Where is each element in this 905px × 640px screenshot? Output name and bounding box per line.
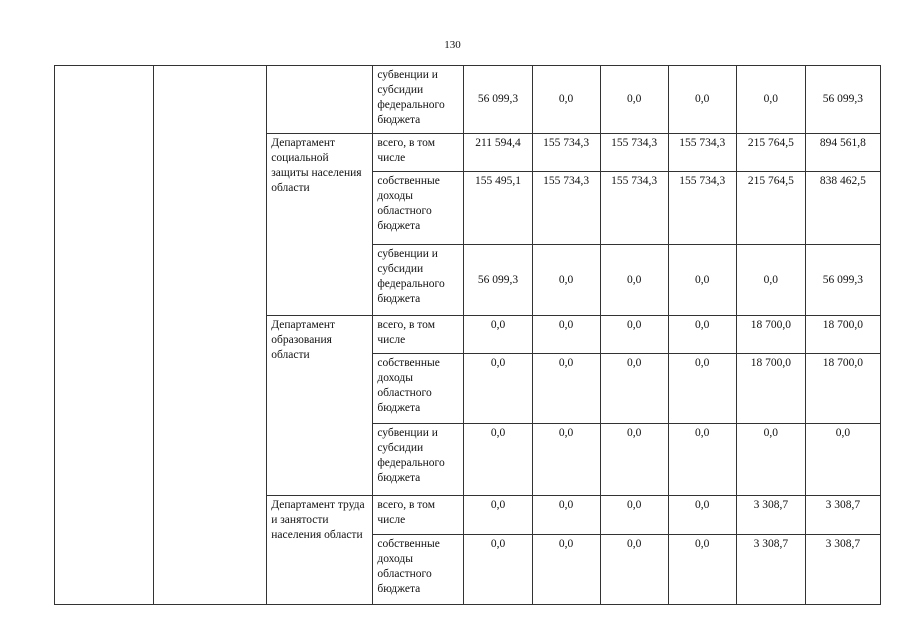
department-cell: Департамент образования области [267, 316, 373, 496]
value-cell: 3 308,7 [736, 535, 805, 605]
value-cell: 3 308,7 [805, 496, 880, 535]
value-cell: 0,0 [532, 535, 600, 605]
funding-type-cell: субвенции и субсидии федерального бюджета [373, 424, 464, 496]
department-cell-continued [267, 66, 373, 134]
value-cell: 155 734,3 [532, 172, 600, 245]
value-cell: 0,0 [464, 496, 532, 535]
value-cell: 0,0 [532, 66, 600, 134]
value-cell: 0,0 [464, 424, 532, 496]
value-cell: 0,0 [600, 424, 668, 496]
value-cell: 18 700,0 [805, 354, 880, 424]
funding-type-cell: всего, в том числе [373, 134, 464, 172]
value-cell: 56 099,3 [464, 245, 532, 316]
budget-table [54, 65, 881, 605]
value-cell: 155 734,3 [668, 134, 736, 172]
value-cell: 215 764,5 [736, 134, 805, 172]
value-cell: 0,0 [668, 496, 736, 535]
funding-type-cell: субвенции и субсидии федерального бюджета [373, 66, 464, 134]
value-cell: 0,0 [736, 66, 805, 134]
value-cell: 211 594,4 [464, 134, 532, 172]
value-cell: 0,0 [600, 316, 668, 354]
value-cell: 3 308,7 [805, 535, 880, 605]
value-cell: 0,0 [600, 245, 668, 316]
value-cell: 0,0 [600, 354, 668, 424]
value-cell: 18 700,0 [805, 316, 880, 354]
value-cell: 0,0 [600, 66, 668, 134]
value-cell: 0,0 [668, 316, 736, 354]
value-cell: 0,0 [668, 66, 736, 134]
value-cell: 0,0 [532, 496, 600, 535]
empty-column-2 [154, 66, 267, 605]
value-cell: 0,0 [668, 354, 736, 424]
value-cell: 0,0 [532, 316, 600, 354]
value-cell: 838 462,5 [805, 172, 880, 245]
value-cell: 0,0 [532, 245, 600, 316]
value-cell: 0,0 [805, 424, 880, 496]
value-cell: 56 099,3 [805, 66, 880, 134]
value-cell: 0,0 [464, 535, 532, 605]
value-cell: 0,0 [464, 354, 532, 424]
value-cell: 0,0 [532, 424, 600, 496]
value-cell: 155 734,3 [600, 172, 668, 245]
empty-column-1 [55, 66, 154, 605]
value-cell: 155 495,1 [464, 172, 532, 245]
value-cell: 56 099,3 [464, 66, 532, 134]
value-cell: 155 734,3 [532, 134, 600, 172]
funding-type-cell: собственные доходы областного бюджета [373, 172, 464, 245]
value-cell: 0,0 [668, 245, 736, 316]
value-cell: 0,0 [464, 316, 532, 354]
value-cell: 0,0 [600, 535, 668, 605]
value-cell: 0,0 [668, 424, 736, 496]
funding-type-cell: собственные доходы областного бюджета [373, 535, 464, 605]
funding-type-cell: собственные доходы областного бюджета [373, 354, 464, 424]
value-cell: 155 734,3 [600, 134, 668, 172]
value-cell: 0,0 [668, 535, 736, 605]
value-cell: 894 561,8 [805, 134, 880, 172]
value-cell: 0,0 [532, 354, 600, 424]
value-cell: 0,0 [736, 245, 805, 316]
funding-type-cell: всего, в том числе [373, 496, 464, 535]
value-cell: 3 308,7 [736, 496, 805, 535]
funding-type-cell: всего, в том числе [373, 316, 464, 354]
table-row [55, 66, 881, 134]
value-cell: 18 700,0 [736, 354, 805, 424]
value-cell: 18 700,0 [736, 316, 805, 354]
department-cell: Департамент социальной защиты населения области [267, 134, 373, 316]
page-number: 130 [444, 39, 461, 51]
department-cell: Департамент труда и занятости населения области [267, 496, 373, 605]
value-cell: 155 734,3 [668, 172, 736, 245]
value-cell: 0,0 [600, 496, 668, 535]
funding-type-cell: субвенции и субсидии федерального бюджета [373, 245, 464, 316]
value-cell: 215 764,5 [736, 172, 805, 245]
value-cell: 56 099,3 [805, 245, 880, 316]
value-cell: 0,0 [736, 424, 805, 496]
